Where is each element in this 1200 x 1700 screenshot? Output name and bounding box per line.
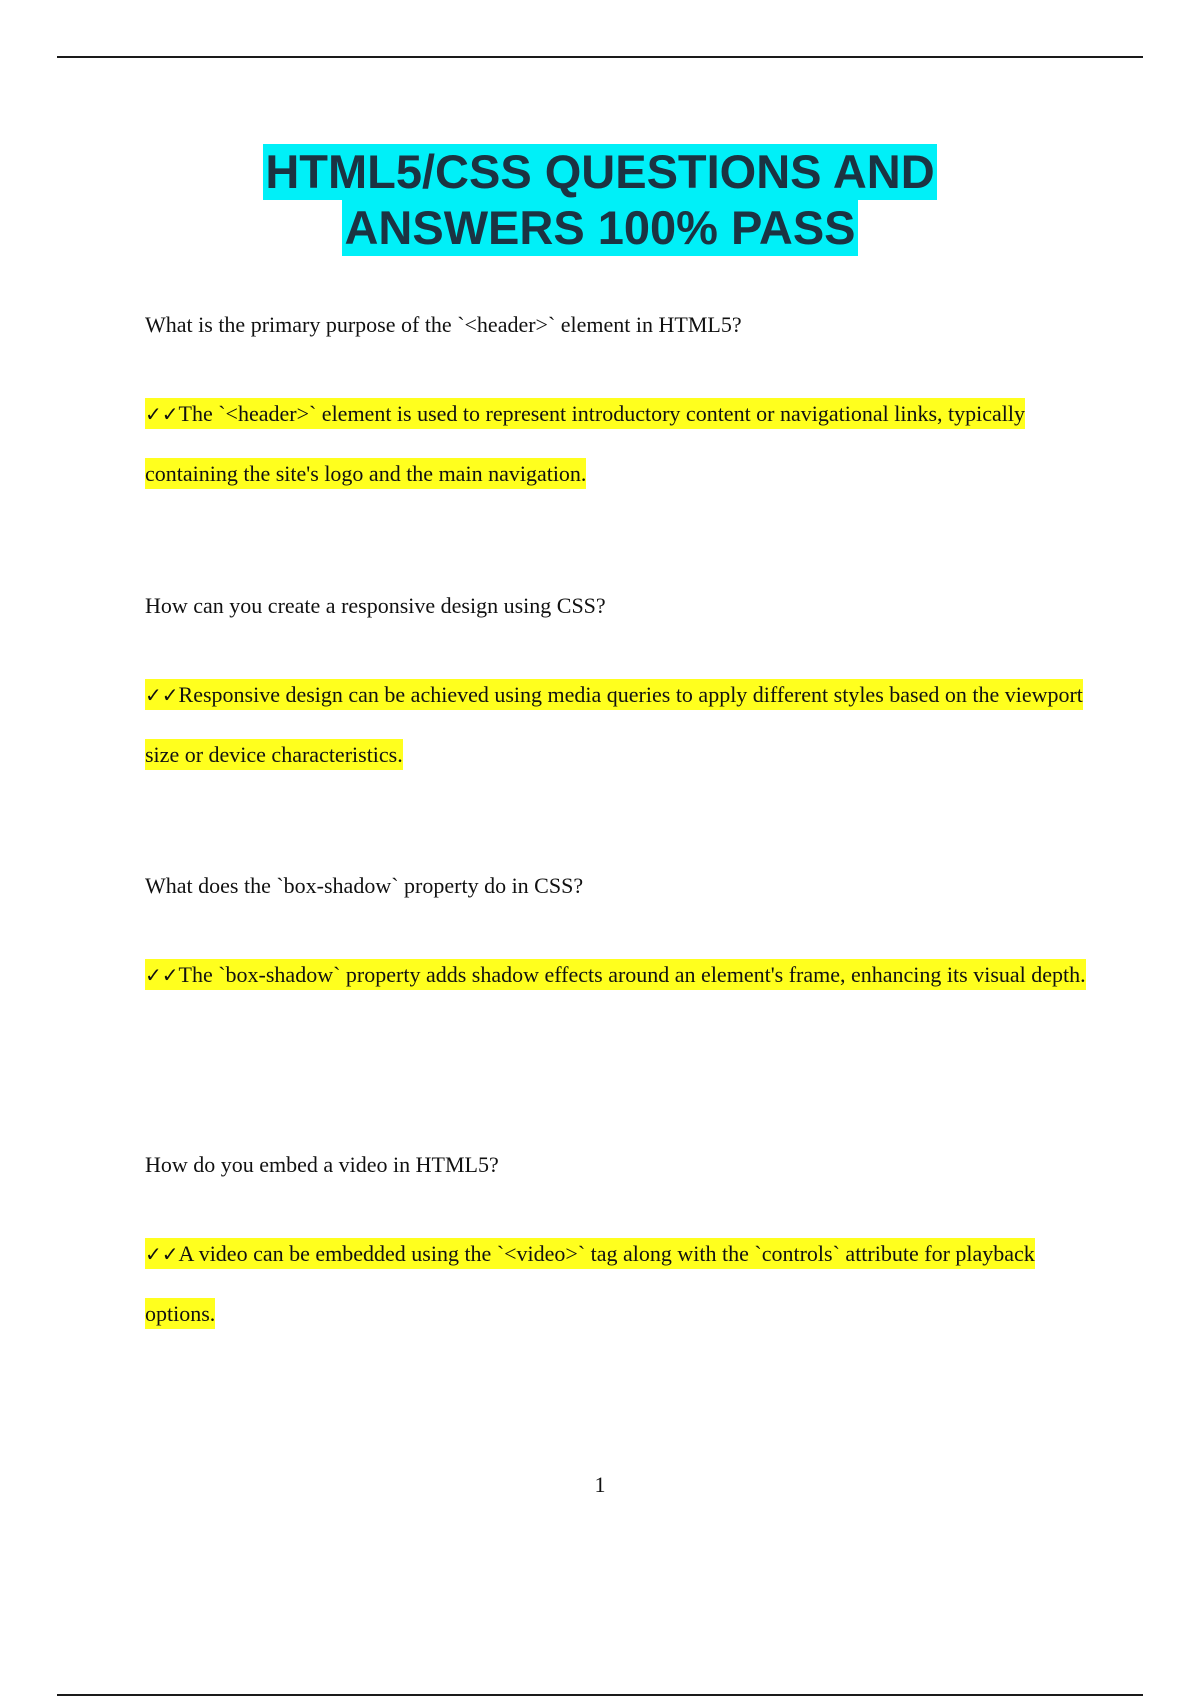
qa-item: [145, 312, 1105, 504]
answer-highlight: [145, 398, 1025, 489]
qa-item: [145, 873, 1105, 1005]
page-number: 1: [594, 1472, 606, 1497]
qa-item: [145, 1152, 1105, 1344]
question-text: How do you embed a video in HTML5?: [145, 1152, 499, 1177]
answer-highlight: [145, 959, 1086, 990]
answer-paragraph: [145, 1224, 1105, 1344]
answer-text: A video can be embedded using the `<video>` tag along with the `controls` attribute for playback options.: [145, 1241, 1035, 1326]
title-line-2: ANSWERS 100% PASS: [344, 201, 856, 254]
answer-text: The `box-shadow` property adds shadow effects around an element's frame, enhancing its visual depth.: [178, 962, 1086, 987]
answer-paragraph: [145, 945, 1105, 1005]
answer-text: The `<header>` element is used to represent introductory content or navigational links, typically containing the site's logo and the main navigation.: [145, 401, 1026, 486]
check-mark-icon: ✓✓: [145, 1242, 179, 1266]
question-text: What is the primary purpose of the `<header>` element in HTML5?: [145, 312, 742, 337]
check-mark-icon: ✓✓: [145, 683, 179, 707]
answer-paragraph: [145, 665, 1105, 785]
answer-highlight: [145, 1238, 1035, 1329]
answer-highlight: [145, 679, 1083, 770]
title-line-1: HTML5/CSS QUESTIONS AND: [265, 145, 935, 198]
top-rule: [57, 56, 1143, 58]
bottom-rule: [57, 1694, 1143, 1696]
check-mark-icon: ✓✓: [145, 402, 179, 426]
qa-item: [145, 593, 1105, 785]
question-text: What does the `box-shadow` property do in CSS?: [145, 873, 584, 898]
check-mark-icon: ✓✓: [145, 963, 179, 987]
answer-paragraph: [145, 384, 1105, 504]
question-text: How can you create a responsive design using CSS?: [145, 593, 606, 618]
answer-text: Responsive design can be achieved using media queries to apply different styles based on the viewport size or device characteristics.: [145, 682, 1083, 767]
document-title: [0, 144, 1200, 256]
